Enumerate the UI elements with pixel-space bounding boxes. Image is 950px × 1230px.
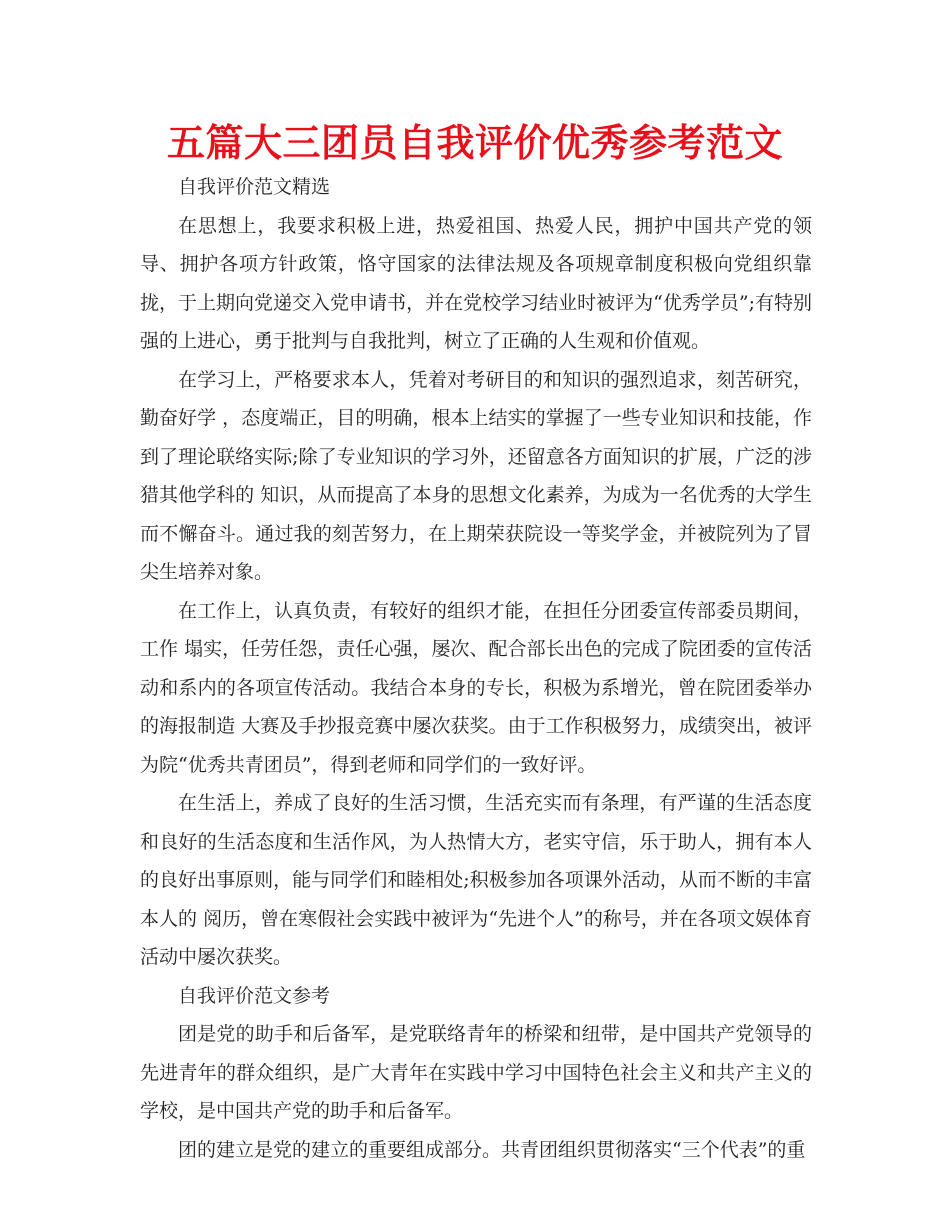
paragraph: 在生活上，养成了良好的生活习惯，生活充实而有条理，有严谨的生活态度和良好的生活态度和生活作风，为人热情大方，老实守信，乐于助人，拥有本人的良好出事原则，能与同学们和睦相处;积极参加各项课外活动，从而不断的丰富本人的 阅历，曾在寒假社会实践中被评为“先进个人”的称号，并在各项文娱体育活动中屡次获奖。	[140, 792, 812, 968]
paragraph: 团是党的助手和后备军，是党联络青年的桥梁和纽带，是中国共产党领导的先进青年的群众组织，是广大青年在实践中学习中国特色社会主义和共产主义的学校，是中国共产党的助手和后备军。	[140, 1023, 812, 1122]
paragraph: 在工作上，认真负责，有较好的组织才能，在担任分团委宣传部委员期间，工作 塌实，任劳任怨，责任心强，屡次、配合部长出色的完成了院团委的宣传活动和系内的各项宣传活动。我结合本身的专长，积极为系增光，曾在院团委举办的海报制造 大赛及手抄报竞赛中屡次获奖。由于工作积极努力，成绩突出，被评为院“优秀共青团员”，得到老师和同学们的一致好评。	[140, 599, 812, 776]
paragraph: 在学习上，严格要求本人，凭着对考研目的和知识的强烈追求，刻苦研究，勤奋好学 ，态度端正，目的明确，根本上结实的掌握了一些专业知识和技能，作到了理论联络实际;除了专业知识的学习外，还留意各方面知识的扩展，广泛的涉猎其他学科的 知识，从而提高了本身的思想文化素养，为成为一名优秀的大学生而不懈奋斗。通过我的刻苦努力，在上期荣获院设一等奖学金，并被院列为了冒尖生培养对象。	[140, 368, 812, 583]
paragraph: 团的建立是党的建立的重要组成部分。共青团组织贯彻落实“三个代表”的重	[178, 1138, 806, 1161]
section-heading: 自我评价范文参考	[178, 984, 331, 1007]
section-heading: 自我评价范文精选	[178, 176, 331, 198]
paragraph: 在思想上，我要求积极上进，热爱祖国、热爱人民，拥护中国共产党的领导、拥护各项方针政策，恪守国家的法律法规及各项规章制度积极向党组织靠拢，于上期向党递交入党申请书，并在党校学习结业时被评为“优秀学员”;有特别强的上进心，勇于批判与自我批判，树立了正确的人生观和价值观。	[140, 214, 812, 352]
document-title: 五篇大三团员自我评价优秀参考范文	[166, 121, 783, 165]
document-body	[140, 168, 812, 1169]
